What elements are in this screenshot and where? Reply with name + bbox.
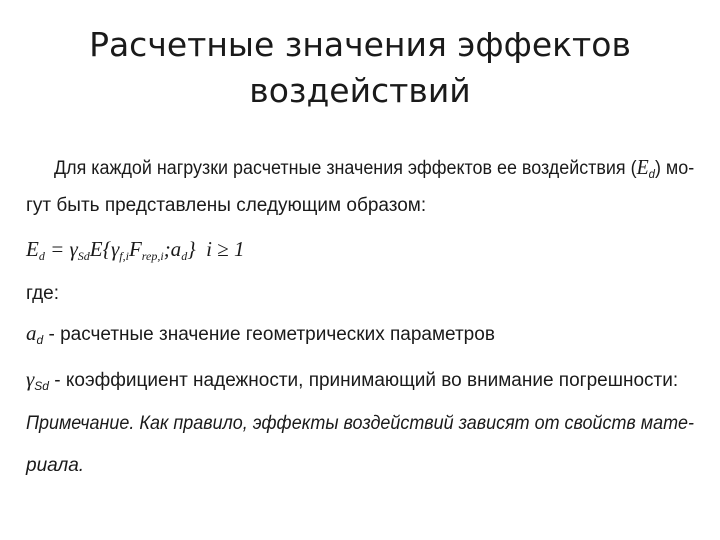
symbol-a-subscript: d: [36, 333, 44, 347]
definition-ad-text: - расчетные значение геометрических параметров: [43, 324, 495, 345]
paragraph-line-1: [54, 155, 694, 181]
formula-eq-gamma: = γ: [44, 237, 78, 261]
symbol-e: E: [636, 155, 649, 179]
slide-title: [60, 22, 660, 114]
formula-close: }: [187, 237, 196, 261]
formula-f-subscript: f,i: [119, 249, 129, 263]
symbol-gamma: γ: [26, 367, 35, 391]
formula-condition: i ≥ 1: [206, 237, 245, 261]
formula-load: F: [128, 237, 142, 261]
formula-lhs: E: [26, 237, 39, 261]
title-line-2: воздействий: [249, 71, 471, 110]
paragraph-line-2: гут быть представлены следующим образом:: [26, 195, 427, 216]
title-line-1: Расчетные значения эффектов: [89, 25, 631, 64]
paragraph-text-end: ) мо-: [654, 158, 695, 179]
note-line-1: Примечание. Как правило, эффекты воздействий зависят от свойств мате-: [26, 413, 695, 434]
note-line-2: риала.: [26, 455, 85, 476]
symbol-gamma-subscript: Sd: [34, 379, 49, 393]
formula-load-subscript: rep,i: [141, 249, 164, 263]
formula-a: ;a: [163, 237, 182, 261]
definition-gamma-text: - коэффициент надежности, принимающий во внимание погрешности:: [48, 370, 679, 391]
formula-lhs-subscript: d: [38, 249, 45, 263]
formula: [26, 237, 244, 264]
symbol-a: a: [26, 321, 37, 345]
formula-a-subscript: d: [181, 249, 188, 263]
where-label: где:: [26, 283, 60, 304]
formula-gamma-subscript: Sd: [77, 249, 90, 263]
paragraph-text: Для каждой нагрузки расчетные значения эффектов ее воздействия (: [54, 158, 637, 179]
formula-function: E{γ: [89, 237, 120, 261]
definition-ad: [26, 321, 495, 347]
symbol-e-subscript: d: [648, 167, 655, 181]
definition-gamma: [26, 367, 678, 393]
